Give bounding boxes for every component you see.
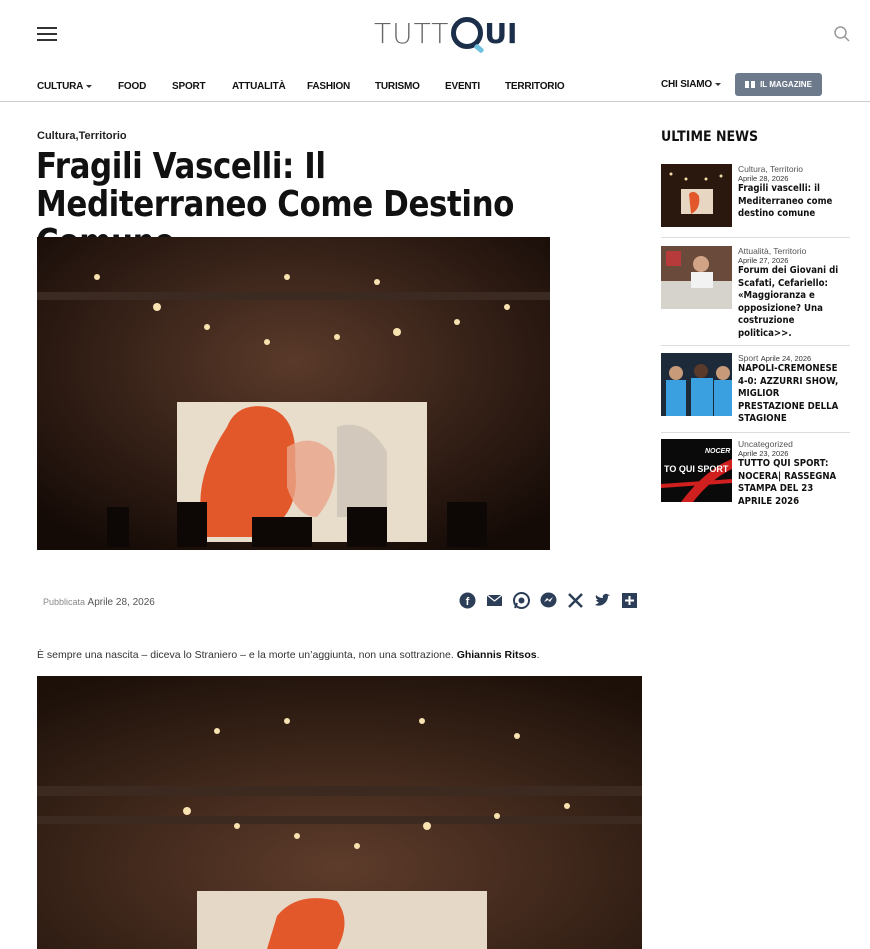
article-categories: Cultura,Territorio [37,130,127,142]
nav-item-territorio[interactable]: TERRITORIO [505,81,565,92]
sidebar-title: ULTIME NEWS [661,129,759,145]
news-date: Aprile 23, 2026 [738,449,789,458]
email-icon[interactable] [485,591,504,610]
messenger-icon[interactable] [539,591,558,610]
news-categories: Sport Aprile 24, 2026 [738,353,812,363]
nav-item-food[interactable]: FOOD [118,81,147,92]
nav-item-chi-siamo[interactable]: CHI SIAMO [661,79,721,90]
news-thumbnail [661,246,732,309]
search-icon[interactable] [833,25,851,43]
share-bar [458,591,639,610]
news-date: Aprile 27, 2026 [738,256,789,265]
magazine-button[interactable]: IL MAGAZINE [735,73,822,96]
category-link-territorio[interactable]: Territorio [78,130,127,142]
nav-item-sport[interactable]: SPORT [172,81,206,92]
list-item[interactable] [661,439,850,523]
chevron-down-icon [715,83,721,86]
x-icon[interactable] [566,591,585,610]
news-thumbnail [661,164,732,227]
news-title[interactable]: TUTTO QUI SPORT: NOCERA| RASSEGNA STAMPA DEL 23 APRILE 2026 [738,458,837,507]
quote-author: Ghiannis Ritsos [456,649,537,661]
thumb-text-top: NOCER [705,448,731,455]
nav-item-attualita[interactable]: ATTUALITÀ [232,81,286,92]
news-title[interactable]: Forum dei Giovani di Scafati, Cefariello: «Maggioranza e opposizione? Una costruzione politica>>. [738,265,839,339]
book-icon [745,81,755,88]
whatsapp-icon[interactable] [512,591,531,610]
twitter-icon[interactable] [593,591,612,610]
publish-meta: Pubblicata Aprile 28, 2026 [43,597,155,608]
news-title[interactable]: NAPOLI-CREMONESE 4-0: AZZURRI SHOW, MIGLIOR PRESTAZIONE DELLA STAGIONE [738,363,839,424]
main-nav [0,70,870,102]
page-title: Fragili Vascelli: Il Mediterraneo Come Destino [36,146,515,225]
article-second-image [37,676,642,949]
site-logo[interactable]: TUTT UI [374,16,518,50]
menu-icon[interactable] [37,27,57,41]
thumb-text-main: TO QUI SPORT [664,464,729,474]
site-header [0,0,870,70]
nav-item-turismo[interactable]: TURISMO [375,81,420,92]
share-icon[interactable] [620,591,639,610]
news-title[interactable]: Fragili vascelli: il Mediterraneo come destino comune [738,183,833,219]
logo-q-mark [451,17,483,49]
category-link-cultura[interactable]: Cultura [37,130,76,142]
news-categories: Uncategorized [738,439,793,449]
article-quote: È sempre una nascita – diceva lo Straniero – e la morte un’aggiunta, non una sottrazione. Ghiannis Ritsos. [37,649,540,661]
nav-item-cultura[interactable]: CULTURA [37,81,92,92]
article-hero-image [37,237,550,550]
news-date: Aprile 24, 2026 [760,354,812,363]
list-item[interactable] [661,353,850,433]
news-date: Aprile 28, 2026 [738,174,789,183]
news-thumbnail [661,439,732,502]
nav-item-eventi[interactable]: EVENTI [445,81,480,92]
news-categories: Cultura, Territorio [738,164,804,174]
publish-date: Aprile 28, 2026 [87,597,155,608]
news-categories: Attualità, Territorio [738,246,807,256]
nav-item-fashion[interactable]: FASHION [307,81,351,92]
facebook-icon[interactable] [458,591,477,610]
svg-text:f: f [465,596,470,608]
list-item[interactable] [661,164,850,238]
news-thumbnail [661,353,732,416]
list-item[interactable] [661,246,850,346]
chevron-down-icon [86,85,92,88]
